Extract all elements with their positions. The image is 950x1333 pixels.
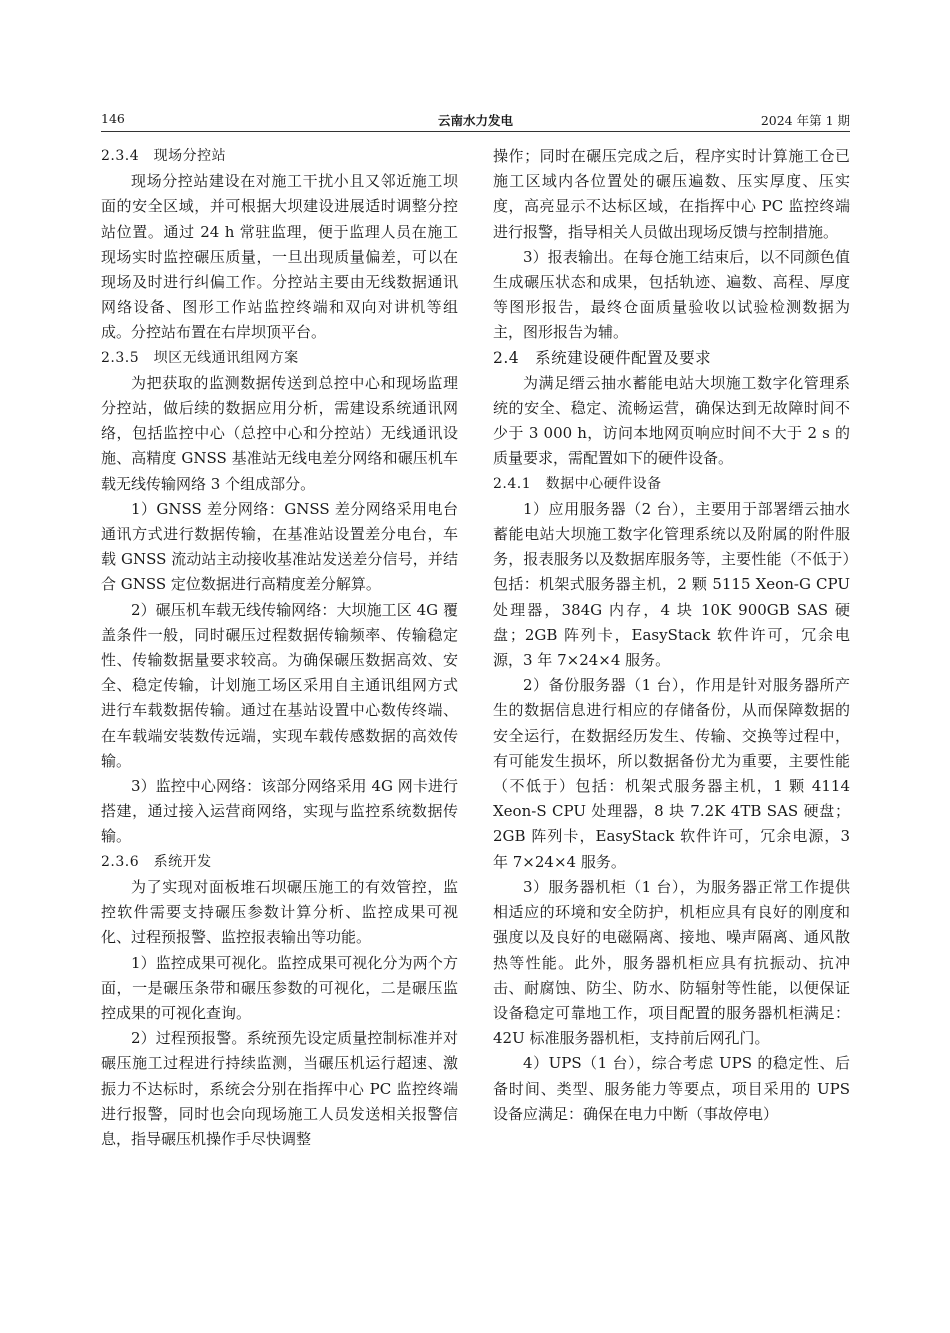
page-number: 146	[101, 111, 125, 126]
paragraph: 现场分控站建设在对施工干扰小且又邻近施工坝面的安全区域，并可根据大坝建设进展适时调整分控站位置。通过 24 h 常驻监理，便于监理人员在施工现场实时监控碾压质量，一旦出现质量偏差，可以在现场及时进行纠偏工作。分控站主要由无线数据通讯网络设备、图形工作站监控终端和双向对讲机等组成。分控站布置在右岸坝顶平台。	[101, 172, 458, 342]
section-2-4-heading: 2.4 系统建设硬件配置及要求	[493, 348, 712, 367]
journal-title: 云南水力发电	[437, 113, 513, 128]
left-column	[101, 144, 458, 1152]
page-header	[101, 109, 850, 132]
paragraph: 2）碾压机车载无线传输网络：大坝施工区 4G 覆盖条件一般，同时碾压过程数据传输频率、传输稳定性、传输数据量要求较高。为确保碾压数据高效、安全、稳定传输，计划施工场区采用自主通讯组网方式进行车载数据传输。通过在基站设置中心数传终端、在车载端安装数传远端，实现车载传感数据的高效传输。	[101, 600, 458, 770]
paragraph: 2）备份服务器（1 台），作用是针对服务器所产生的数据信息进行相应的存储备份，从而保障数据的安全运行，在数据经历发生、传输、交换等过程中，有可能发生损坏，所以数据备份尤为重要，主要性能（不低于）包括：机架式服务器主机，1 颗 4114 Xeon-S CPU 处理器，8 块 7.2K 4TB SAS 硬盘；2GB 阵列卡，EasyStack 软件许可，冗余电源，3 年 7×24×4 服务。	[493, 676, 850, 871]
paragraph: 1）应用服务器（2 台），主要用于部署缙云抽水蓄能电站大坝施工数字化管理系统以及附属的附件服务，报表服务以及数据库服务等，主要性能（不低于）包括：机架式服务器主机，2 颗 5115 Xeon-G CPU 处理器，384G 内存，4 块 10K 900GB SAS 硬盘；2GB 阵列卡，EasyStack 软件许可，冗余电源，3 年 7×24×4 服务。	[493, 499, 850, 670]
section-2-3-6-heading: 2.3.6 系统开发	[101, 853, 212, 870]
paragraph: 为满足缙云抽水蓄能电站大坝施工数字化管理系统的安全、稳定、流畅运营，确保达到无故障时间不少于 3 000 h，访问本地网页响应时间不大于 2 s 的质量要求，需配置如下的硬件设备。	[493, 373, 850, 468]
paragraph: 3）服务器机柜（1 台），为服务器正常工作提供相适应的环境和安全防护，机柜应具有良好的刚度和强度以及良好的电磁隔离、接地、噪声隔离、通风散热等性能。此外，服务器机柜应具有抗振动、抗冲击、耐腐蚀、防尘、防水、防辐射等性能，以便保证设备稳定可靠地工作，项目配置的服务器机柜满足：42U 标准服务器机柜，支持前后网孔门。	[493, 877, 850, 1048]
paragraph: 为把获取的监测数据传送到总控中心和现场监理分控站，做后续的数据应用分析，需建设系统通讯网络，包括监控中心（总控中心和分控站）无线通讯设施、高精度 GNSS 基准站无线电差分网络和碾压机车载无线传输网络 3 个组成部分。	[101, 373, 458, 493]
paragraph: 1）监控成果可视化。监控成果可视化分为两个方面，一是碾压条带和碾压参数的可视化，二是碾压监控成果的可视化查询。	[101, 953, 458, 1022]
paragraph: 3）监控中心网络：该部分网络采用 4G 网卡进行搭建，通过接入运营商网络，实现与监控系统数据传输。	[101, 777, 458, 846]
paragraph-continued: 操作；同时在碾压完成之后，程序实时计算施工仓已施工区域内各位置处的碾压遍数、压实厚度、压实度，高亮显示不达标区域，在指挥中心 PC 监控终端进行报警，指导相关人员做出现场反馈与控制措施。	[493, 147, 850, 241]
paragraph: 3）报表输出。在每仓施工结束后，以不同颜色值生成碾压状态和成果，包括轨迹、遍数、高程、厚度等图形报告，最终仓面质量验收以试验检测数据为主，图形报告为辅。	[493, 247, 850, 342]
section-2-3-5-heading: 2.3.5 坝区无线通讯组网方案	[101, 349, 299, 366]
paragraph: 1）GNSS 差分网络：GNSS 差分网络采用电台通讯方式进行数据传输，在基准站设置差分电台，车载 GNSS 流动站主动接收基准站发送差分信号，并结合 GNSS 定位数据进行高精度差分解算。	[101, 499, 458, 594]
section-2-4-1-heading: 2.4.1 数据中心硬件设备	[493, 475, 662, 492]
issue-label: 2024 年第 1 期	[760, 113, 850, 128]
section-2-3-4-heading: 2.3.4 现场分控站	[101, 148, 227, 164]
paragraph: 2）过程预报警。系统预先设定质量控制标准并对碾压施工过程进行持续监测，当碾压机运行超速、激振力不达标时，系统会分别在指挥中心 PC 监控终端进行报警，同时也会向现场施工人员发送相关报警信息，指导碾压机操作手尽快调整	[101, 1029, 458, 1148]
paragraph: 4）UPS（1 台），综合考虑 UPS 的稳定性、后备时间、类型、服务能力等要点，项目采用的 UPS 设备应满足：确保在电力中断（事故停电）	[493, 1054, 850, 1123]
paragraph: 为了实现对面板堆石坝碾压施工的有效管控，监控软件需要支持碾压参数计算分析、监控成果可视化、过程预报警、监控报表输出等功能。	[101, 877, 458, 947]
right-column	[493, 144, 850, 1127]
